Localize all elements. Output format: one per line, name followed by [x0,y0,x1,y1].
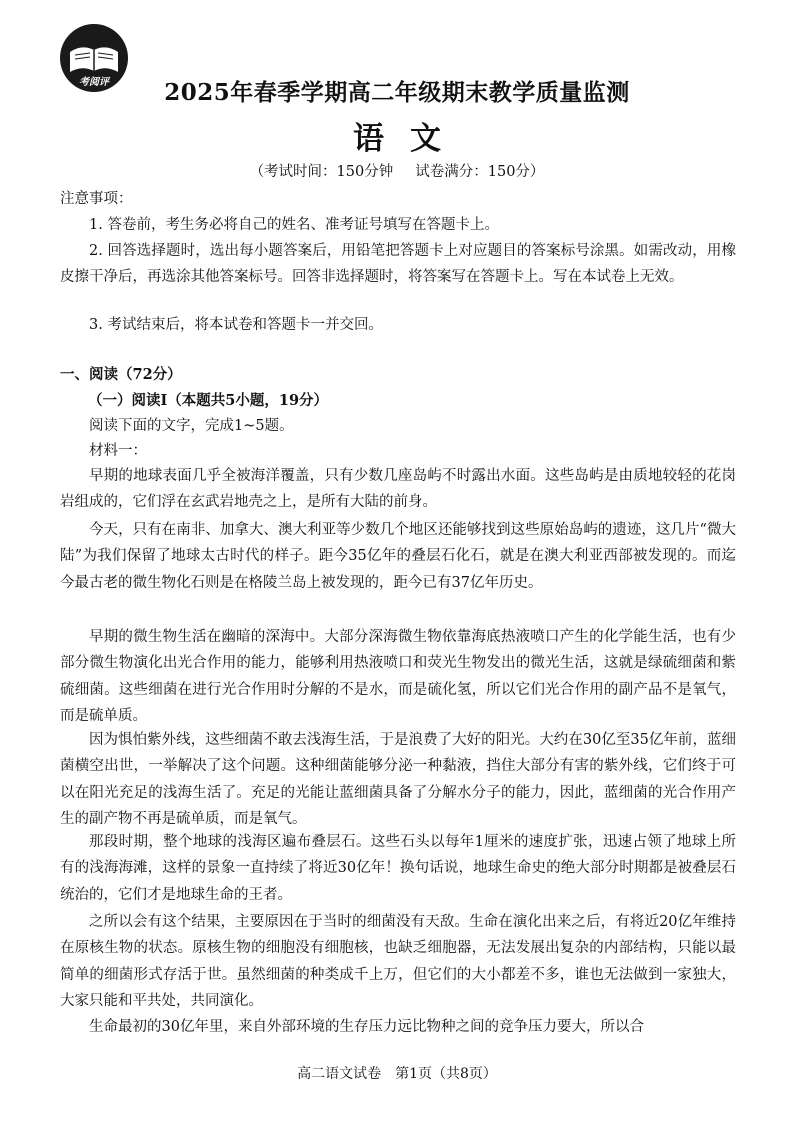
paragraph-1: 早期的地球表面几乎全被海洋覆盖，只有少数几座岛屿不时露出水面。这些岛屿是由质地较轻的花岗岩组成的，它们浮在玄武岩地壳之上，是所有大陆的前身。 [60,468,736,511]
subject-title: 语文 [353,121,467,157]
paragraph-4: 因为惧怕紫外线，这些细菌不敢去浅海生活，于是浪费了大好的阳光。大约在30亿至35亿年前，蓝细菌横空出世，一举解决了这个问题。这种细菌能够分泌一种黏液，挡住大部分有害的紫外线，它们终于可以在阳光充足的浅海生活了。充足的光能让蓝细菌具备了分解水分子的能力，因此，蓝细菌的光合作用产生的副产物不再是硫单质，而是氧气。 [60,732,736,827]
logo-text: 考阅评 [79,77,109,88]
exam-info [0,160,794,181]
paragraph-6: 之所以会有这个结果，主要原因在于当时的细菌没有天敌。生命在演化出来之后，有将近20亿年维持在原核生物的状态。原核生物的细胞没有细胞核，也缺乏细胞器，无法发展出复杂的内部结构，只能以最简单的细菌形式存活于世。虽然细菌的种类成千上万，但它们的大小都差不多，谁也无法做到一家独大，大家只能和平共处，共同演化。 [60,914,736,1009]
notice-item-3: 3. 考试结束后，将本试卷和答题卡一并交回。 [89,317,383,333]
paragraph-2: 今天，只有在南非、加拿大、澳大利亚等少数几个地区还能够找到这些原始岛屿的遗迹，这几片“微大陆”为我们保留了地球太古时代的样子。距今35亿年的叠层石化石，就是在澳大利亚西部被发现的。而迄今最古老的微生物化石则是在格陵兰岛上被发现的，距今已有37亿年历史。 [60,522,736,591]
section-heading: 一、阅读（72分） [60,366,182,383]
notice-heading: 注意事项： [60,191,133,207]
reading-instruction: 阅读下面的文字，完成1~5题。 [89,418,294,434]
exam-full-score: 试卷满分：150分） [415,164,545,180]
paragraph-7: 生命最初的30亿年里，来自外部环境的生存压力远比物种之间的竞争压力要大，所以合 [89,1019,644,1035]
paragraph-3: 早期的微生物生活在幽暗的深海中。大部分深海微生物依靠海底热液喷口产生的化学能生活，也有少部分微生物演化出光合作用的能力，能够利用热液喷口和荧光生物发出的微光生活，这就是绿硫细菌和紫硫细菌。这些细菌在进行光合作用时分解的不是水，而是硫化氢，所以它们光合作用的副产品不是氧气，而是硫单质。 [60,629,736,724]
paragraph-5: 那段时期，整个地球的浅海区遍布叠层石。这些石头以每年1厘米的速度扩张，迅速占领了地球上所有的浅海海滩，这样的景象一直持续了将近30亿年！换句话说，地球生命史的绝大部分时期都是被叠层石统治的，它们才是地球生命的王者。 [60,834,736,903]
notice-item-2: 2. 回答选择题时，选出每小题答案后，用铅笔把答题卡上对应题目的答案标号涂黑。如需改动，用橡皮擦干净后，再选涂其他答案标号。回答非选择题时，将答案写在答题卡上。写在本试卷上无效。 [60,243,736,286]
page-footer: 高二语文试卷 第1页（共8页） [297,1066,497,1082]
section-subheading: （一）阅读Ⅰ（本题共5小题，19分） [88,392,329,409]
exam-title: 2025年春季学期高二年级期末教学质量监测 [164,79,630,106]
material-label: 材料一： [89,443,147,459]
exam-time: （考试时间：150分钟 [249,164,394,180]
notice-item-1: 1. 答卷前，考生务必将自己的姓名、准考证号填写在答题卡上。 [89,217,499,233]
